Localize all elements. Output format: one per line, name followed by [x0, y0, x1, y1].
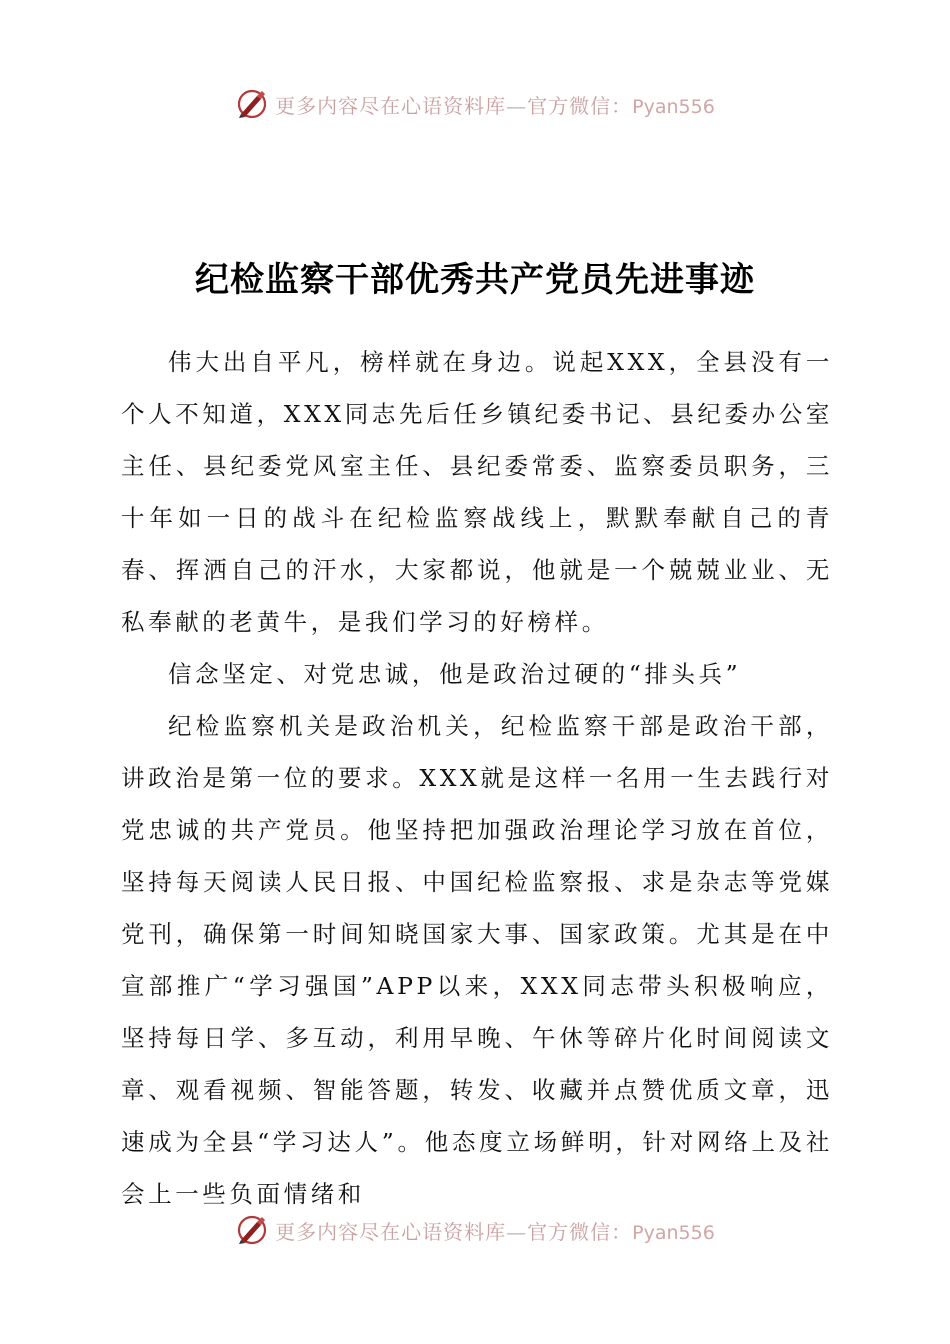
document-body	[121, 336, 833, 1220]
document-title: 纪检监察干部优秀共产党员先进事迹	[195, 260, 755, 300]
paragraph: 纪检监察机关是政治机关，纪检监察干部是政治干部，讲政治是第一位的要求。XXX就是这样一名用一生去践行对党忠诚的共产党员。他坚持把加强政治理论学习放在首位，坚持每天阅读人民日报、中国纪检监察报、求是杂志等党媒党刊，确保第一时间知晓国家大事、国家政策。尤其是在中宣部推广“学习强国”APP以来，XXX同志带头积极响应，坚持每日学、多互动，利用早晚、午休等碎片化时间阅读文章、观看视频、智能答题，转发、收藏并点赞优质文章，迅速成为全县“学习达人”。他态度立场鲜明，针对网络上及社会上一些负面情绪和	[121, 712, 833, 1208]
pen-logo-icon	[235, 1213, 269, 1247]
header-watermark	[0, 84, 950, 124]
paragraph: 伟大出自平凡，榜样就在身边。说起XXX，全县没有一个人不知道，XXX同志先后任乡镇纪委书记、县纪委办公室主任、县纪委党风室主任、县纪委常委、监察委员职务，三十年如一日的战斗在纪检监察战线上，默默奉献自己的青春、挥洒自己的汗水，大家都说，他就是一个兢兢业业、无私奉献的老黄牛，是我们学习的好榜样。	[121, 348, 833, 636]
footer-watermark	[0, 1210, 950, 1250]
watermark-text: 更多内容尽在心语资料库—官方微信：Pyan556	[275, 93, 715, 118]
watermark-text: 更多内容尽在心语资料库—官方微信：Pyan556	[275, 1219, 715, 1244]
section-heading: 信念坚定、对党忠诚，他是政治过硬的“排头兵”	[168, 660, 742, 688]
pen-logo-icon	[235, 87, 269, 121]
